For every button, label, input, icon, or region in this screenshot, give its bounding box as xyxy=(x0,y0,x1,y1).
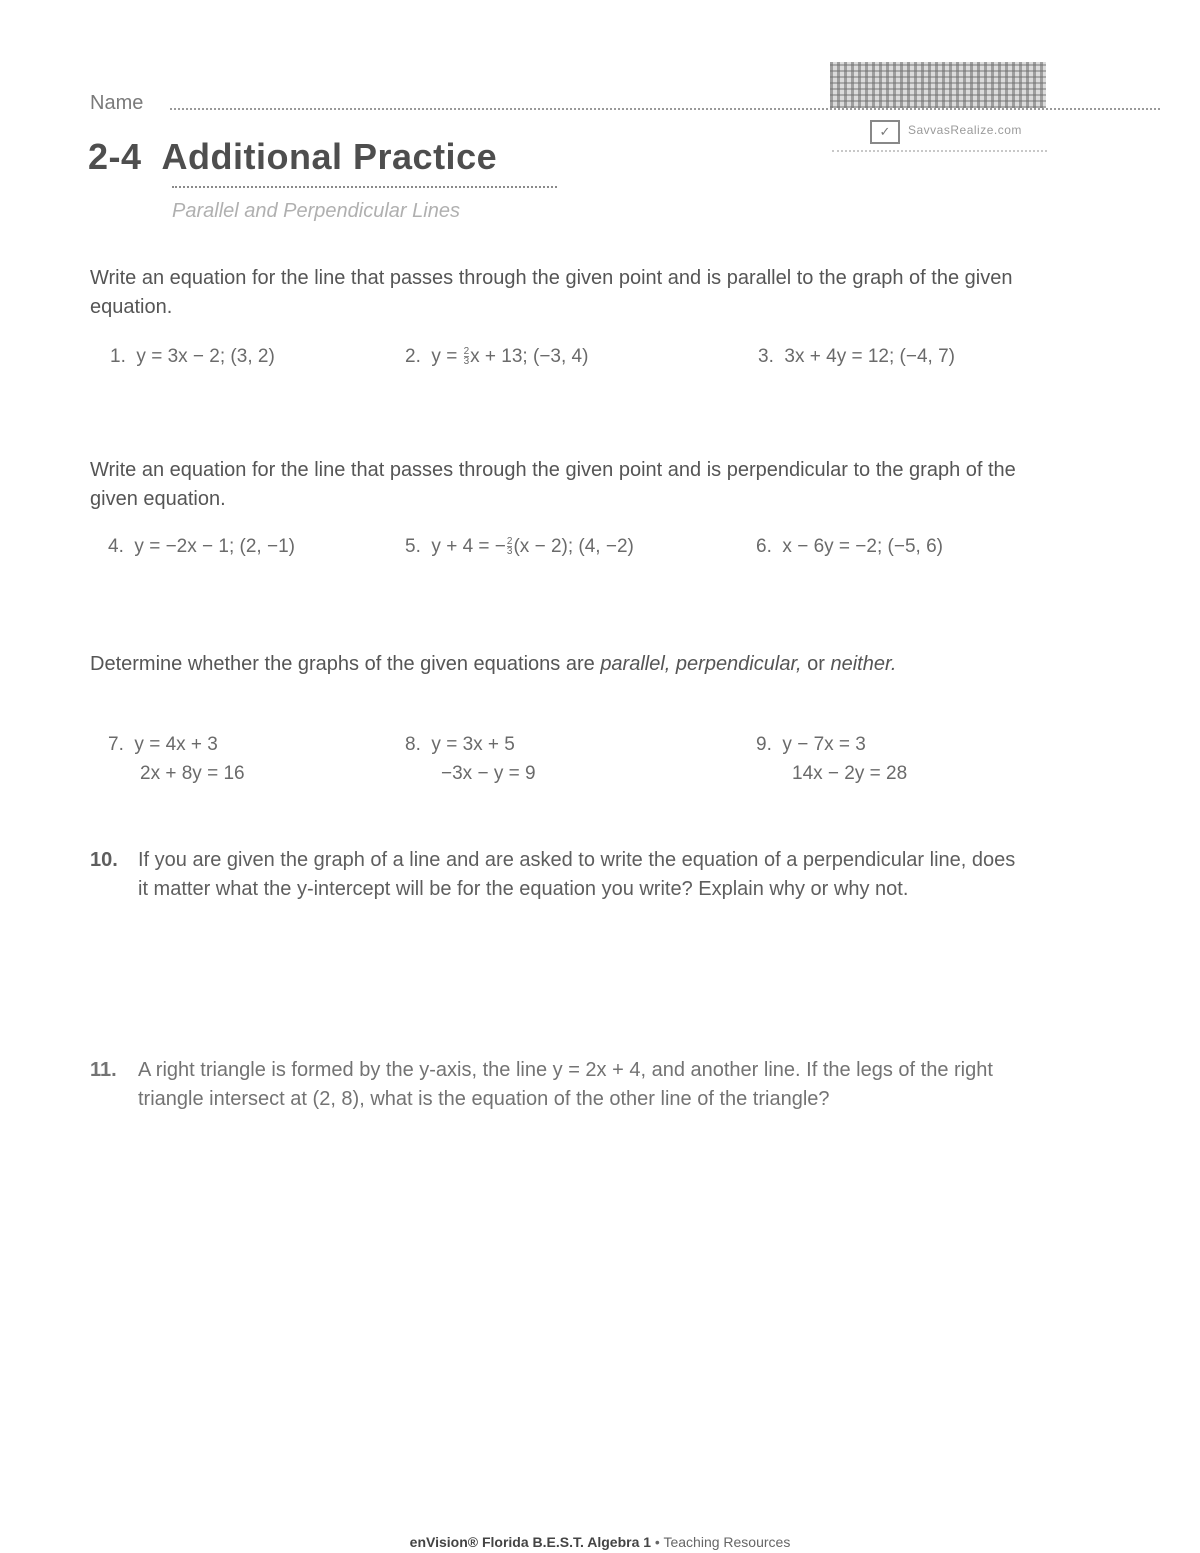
problem-text: y + 4 = − xyxy=(431,536,506,557)
savvas-realize-label: SavvasRealize.com xyxy=(908,123,1022,137)
problem-3 xyxy=(758,346,955,368)
problem-8 xyxy=(405,730,536,788)
footer-separator: • xyxy=(651,1534,664,1550)
problem-2 xyxy=(405,346,588,368)
problem-number: 5. xyxy=(405,536,421,557)
problem-text: x − 6y = −2; (−5, 6) xyxy=(782,536,943,557)
equation-1: y = 4x + 3 xyxy=(134,734,218,755)
instruction-emphasis: neither. xyxy=(830,653,897,675)
section1-instruction: Write an equation for the line that passes through the given point and is parallel to the graph of the given equation. xyxy=(90,267,1013,318)
problem-text: y = xyxy=(431,346,463,367)
title-rule xyxy=(172,186,557,188)
fraction-denominator: 3 xyxy=(463,356,470,368)
page-footer xyxy=(0,1534,1200,1550)
footer-brand: enVision® Florida B.E.S.T. Algebra 1 xyxy=(409,1534,652,1550)
equation-1: y − 7x = 3 xyxy=(782,734,866,755)
section2-instruction: Write an equation for the line that passes through the given point and is perpendicular to the graph of the given equation. xyxy=(90,459,1016,510)
problem-5 xyxy=(405,536,634,558)
fraction-denominator: 3 xyxy=(506,546,513,558)
problem-4 xyxy=(108,536,295,558)
equation-2: −3x − y = 9 xyxy=(441,763,536,784)
lesson-title: Additional Practice xyxy=(161,136,498,177)
instruction-text: Determine whether the graphs of the given equations are xyxy=(90,653,601,675)
lesson-number: 2-4 xyxy=(88,136,142,177)
equation-2: 2x + 8y = 16 xyxy=(140,763,245,784)
problem-7 xyxy=(108,730,245,788)
page-title xyxy=(88,136,497,178)
fraction-numerator: 2 xyxy=(506,536,513,548)
problem-number: 3. xyxy=(758,346,774,367)
problem-number: 4. xyxy=(108,536,124,557)
instruction-emphasis: parallel, perpendicular, xyxy=(600,653,802,675)
section3-instruction xyxy=(90,650,1020,679)
problem-number: 1. xyxy=(110,346,126,367)
qr-code xyxy=(830,62,1046,108)
problem-number: 2. xyxy=(405,346,421,367)
problem-1 xyxy=(110,346,275,368)
name-line[interactable] xyxy=(170,108,1160,110)
problem-number: 11. xyxy=(90,1059,117,1081)
problem-text: y = 3x − 2; (3, 2) xyxy=(136,346,275,367)
problem-number: 9. xyxy=(756,734,772,755)
problem-number: 8. xyxy=(405,734,421,755)
problem-text: x + 13; (−3, 4) xyxy=(470,346,589,367)
name-label: Name xyxy=(90,92,144,114)
problem-text: 3x + 4y = 12; (−4, 7) xyxy=(784,346,955,367)
problem-number: 7. xyxy=(108,734,124,755)
equation-1: y = 3x + 5 xyxy=(431,734,515,755)
fraction-numerator: 2 xyxy=(463,346,470,358)
problem-number: 10. xyxy=(90,849,118,871)
problem-11 xyxy=(90,1056,1020,1114)
problem-9 xyxy=(756,730,907,788)
realize-icon: ✓ xyxy=(870,120,900,144)
problem-text: (x − 2); (4, −2) xyxy=(513,536,634,557)
equation-2: 14x − 2y = 28 xyxy=(792,763,908,784)
problem-text: A right triangle is formed by the y-axis, the line y = 2x + 4, and another line. If the legs of the right triangle intersect at (2, 8), what is the equation of the other line of the triangle? xyxy=(138,1059,993,1110)
fraction xyxy=(507,537,513,556)
problem-text: y = −2x − 1; (2, −1) xyxy=(134,536,295,557)
divider xyxy=(832,150,1047,152)
fraction xyxy=(464,347,470,366)
instruction-text: or xyxy=(801,653,831,675)
problem-number: 6. xyxy=(756,536,772,557)
problem-text: If you are given the graph of a line and are asked to write the equation of a perpendicular line, does it matter what the y-intercept will be for the equation you write? Explain why or why not. xyxy=(138,849,1016,900)
problem-6 xyxy=(756,536,943,558)
footer-resource: Teaching Resources xyxy=(663,1534,791,1550)
problem-10 xyxy=(90,846,1020,904)
lesson-subtitle: Parallel and Perpendicular Lines xyxy=(172,200,460,222)
